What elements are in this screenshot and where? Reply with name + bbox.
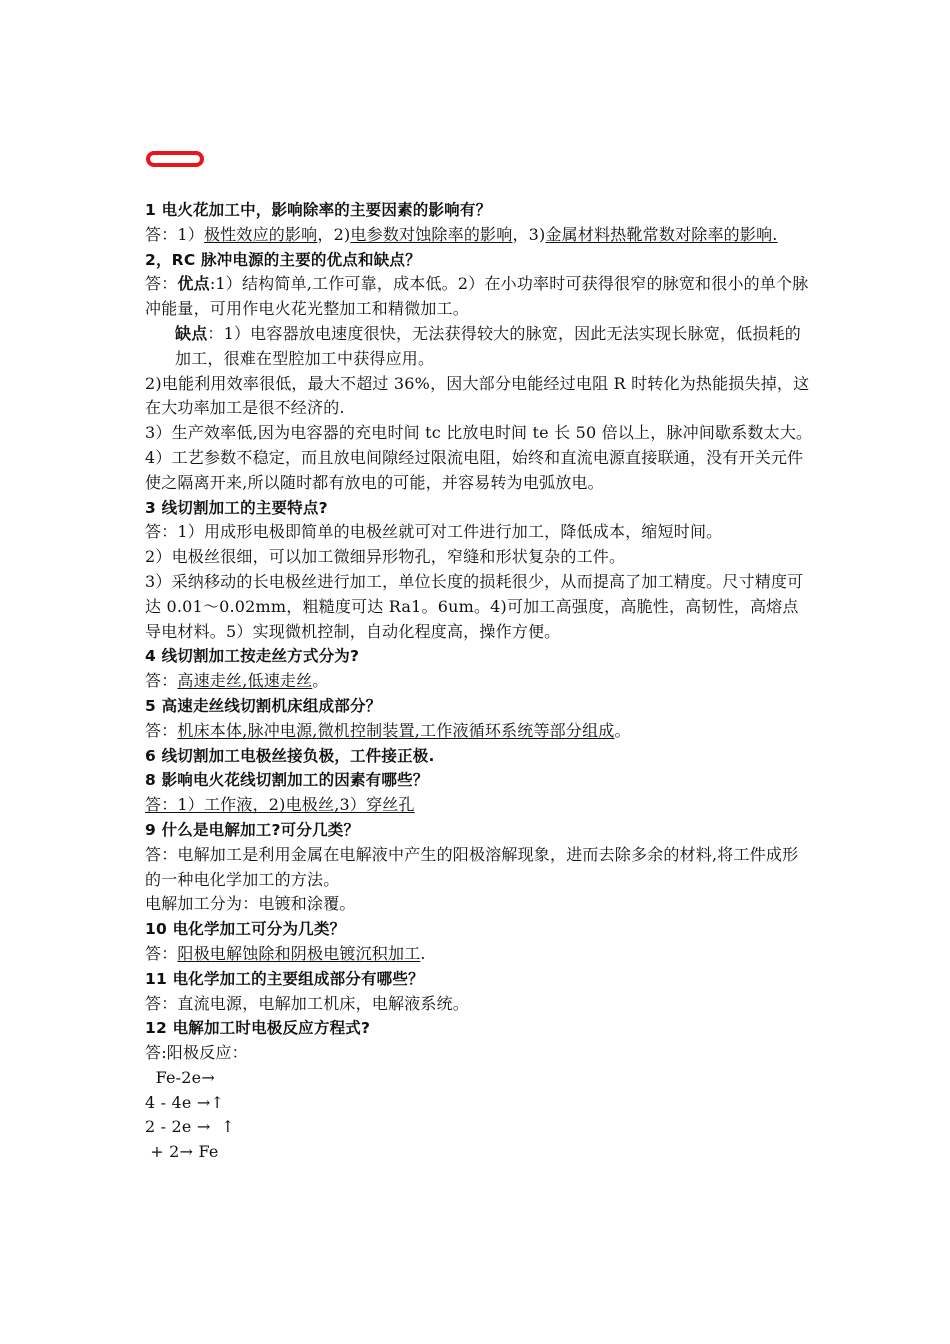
question-1: 1 电火花加工中，影响除率的主要因素的影响有？ xyxy=(145,201,492,219)
question-3: 3 线切割加工的主要特点? xyxy=(145,498,328,517)
answer-9: 答：电解加工是利用金属在电解液中产生的阳极溶解现象，进而去除多余的材料,将工件成形的一种电化学加工的方法。 xyxy=(145,844,799,889)
question-2: 2，RC 脉冲电源的主要的优点和缺点？ xyxy=(145,250,421,269)
question-12: 12 电解加工时电极反应方程式? xyxy=(145,1019,371,1038)
answer-2-advantages: 答：优点:1）结构简单,工作可靠，成本低。2）在小功率时可获得很窄的脉宽和很小的单个脉冲能量，可用作电火花光整加工和精微加工。 xyxy=(145,274,809,319)
answer-1: 答：1）极性效应的影响，2)电参数对蚀除率的影响，3)金属材料热靴常数对除率的影响. xyxy=(145,224,778,244)
question-10: 10 电化学加工可分为几类？ xyxy=(145,920,346,939)
answer-2-point-2: 2)电能利用效率很低，最大不超过 36%，因大部分电能经过电阻 R 时转化为热能损失掉，这在大功率加工是很不经济的. xyxy=(145,373,810,418)
question-4: 4 线切割加工按走丝方式分为? xyxy=(145,647,360,666)
equation-2: 4 - 4e →↑ xyxy=(145,1092,225,1112)
question-11: 11 电化学加工的主要组成部分有哪些？ xyxy=(145,969,424,988)
answer-3-point-1: 答：1）用成形电极即简单的电极丝就可对工件进行加工，降低成本，缩短时间。 xyxy=(145,522,723,542)
equation-4: + 2→ Fe xyxy=(145,1142,219,1162)
answer-2-disadvantages: 缺点：1）电容器放电速度很快，无法获得较大的脉宽，因此无法实现长脉宽，低损耗的加工，很难在型腔加工中获得应用。 xyxy=(175,323,801,368)
answer-9-types: 电解加工分为：电镀和涂覆。 xyxy=(145,894,356,914)
question-8: 8 影响电火花线切割加工的因素有哪些？ xyxy=(145,771,429,790)
equation-1: Fe-2e→ xyxy=(145,1067,215,1087)
answer-5: 答：机床本体,脉冲电源,微机控制装置,工作液循环系统等部分组成。 xyxy=(145,720,631,740)
answer-10: 答：阳极电解蚀除和阴极电镀沉积加工. xyxy=(145,943,426,963)
answer-11: 答：直流电源，电解加工机床，电解液系统。 xyxy=(145,993,470,1013)
document-body xyxy=(145,198,813,1165)
question-5: 5 高速走丝线切割机床组成部分？ xyxy=(145,696,382,715)
answer-3-point-2: 2）电极丝很细，可以加工微细异形物孔，窄缝和形状复杂的工件。 xyxy=(145,547,626,567)
answer-3-point-3: 3）采纳移动的长电极丝进行加工，单位长度的损耗很少，从而提高了加工精度。尺寸精度可达 0.01～0.02mm，粗糙度可达 Ra1。6um。4)可加工高强度，高脆性，高韧性，高熔点导电材料。5）实现微机控制，自动化程度高，操作方便。 xyxy=(145,571,804,641)
red-rounded-badge xyxy=(146,151,204,167)
answer-4: 答：高速走丝,低速走丝。 xyxy=(145,671,329,691)
equation-3: 2 - 2e → ↑ xyxy=(145,1117,235,1137)
question-6: 6 线切割加工电极丝接负极，工件接正极. xyxy=(145,746,435,765)
answer-8: 答：1）工作液，2)电极丝,3）穿丝孔 xyxy=(145,795,415,815)
question-9: 9 什么是电解加工?可分几类？ xyxy=(145,820,360,839)
answer-2-point-3: 3）生产效率低,因为电容器的充电时间 tc 比放电时间 te 长 50 倍以上，脉冲间歇系数太大。4）工艺参数不稳定，而且放电间隙经过限流电阻，始终和直流电源直接联通，没有开关元件使之隔离开来,所以随时都有放电的可能，并容易转为电弧放电。 xyxy=(145,423,813,492)
answer-12: 答:阳极反应： xyxy=(145,1043,248,1063)
